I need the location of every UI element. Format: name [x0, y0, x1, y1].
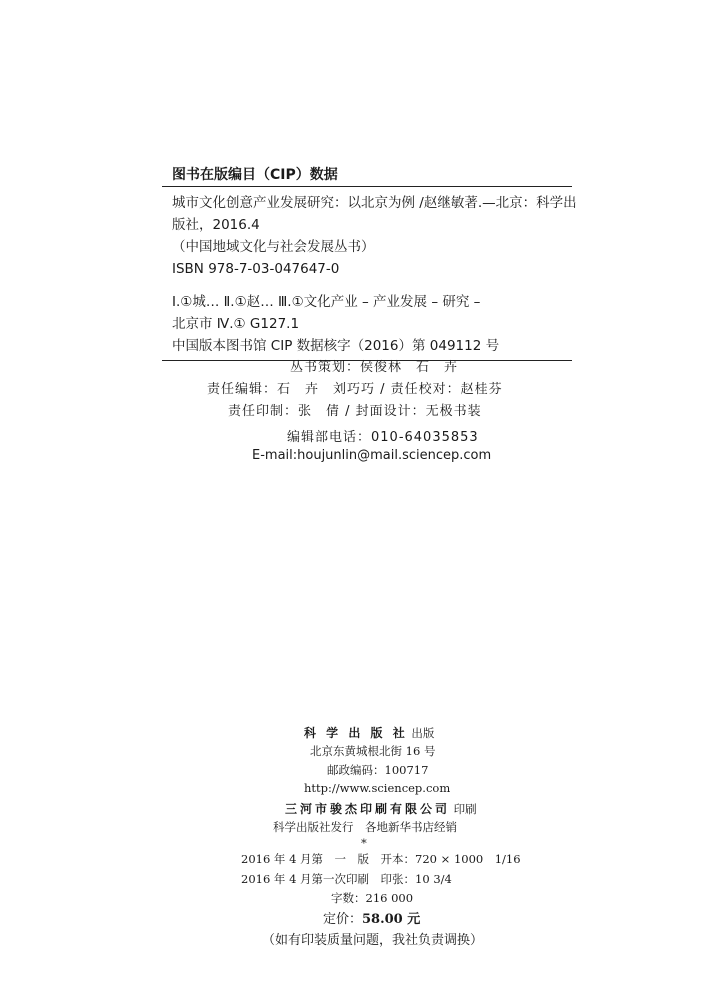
cip-isbn: ISBN 978-7-03-047647-0 [172, 261, 340, 277]
price-value: 58.00 元 [362, 912, 421, 927]
publisher-postcode: 邮政编码：100717 [327, 763, 429, 777]
distribution: 科学出版社发行 各地新华书店经销 [273, 820, 457, 834]
publisher-line [304, 724, 434, 741]
printer-line [285, 800, 477, 817]
publisher-suffix: 出版 [411, 726, 435, 740]
cip-heading: 图书在版编目（CIP）数据 [172, 167, 338, 183]
publisher-url: http://www.sciencep.com [304, 781, 451, 795]
editorial-phone: 编辑部电话：010-64035853 [287, 430, 479, 445]
printer-suffix: 印刷 [453, 802, 477, 816]
cip-record-number: 中国版本图书馆 CIP 数据核字（2016）第 049112 号 [172, 338, 500, 354]
cip-title-line: 城市文化创意产业发展研究：以北京为例 /赵继敏著.—北京：科学出 [172, 195, 577, 211]
price-label: 定价： [323, 912, 363, 927]
publisher-address: 北京东黄城根北街 16 号 [310, 744, 436, 758]
price-line [323, 908, 420, 927]
cip-subject-line-cont: 北京市 Ⅳ.① G127.1 [172, 316, 300, 332]
printer-name: 三河市骏杰印刷有限公司 [285, 802, 451, 816]
cip-data-block [162, 164, 577, 361]
cip-series: （中国地域文化与社会发展丛书） [172, 239, 375, 255]
edition-info: 2016 年 4 月第 一 版 开本：720 × 1000 1/16 [241, 852, 521, 866]
editors-proofreader: 责任编辑：石 卉 刘巧巧 / 责任校对：赵桂芬 [207, 382, 503, 397]
printing-info: 2016 年 4 月第一次印刷 印张：10 3/4 [241, 872, 452, 886]
cip-subject-line: Ⅰ.①城… Ⅱ.①赵… Ⅲ.①文化产业 – 产业发展 – 研究 – [172, 294, 481, 310]
quality-notice: （如有印装质量问题，我社负责调换） [262, 933, 484, 948]
cip-title-line-cont: 版社，2016.4 [172, 217, 260, 233]
editorial-email: E-mail:houjunlin@mail.sciencep.com [252, 448, 492, 463]
word-count: 字数：216 000 [331, 891, 414, 905]
series-planner: 丛书策划：侯俊林 石 卉 [290, 360, 459, 375]
publisher-name: 科 学 出 版 社 [304, 726, 408, 740]
separator-asterisk: * [361, 836, 367, 850]
printing-cover-design: 责任印制：张 倩 / 封面设计：无极书装 [228, 404, 482, 419]
cip-body [162, 187, 577, 360]
